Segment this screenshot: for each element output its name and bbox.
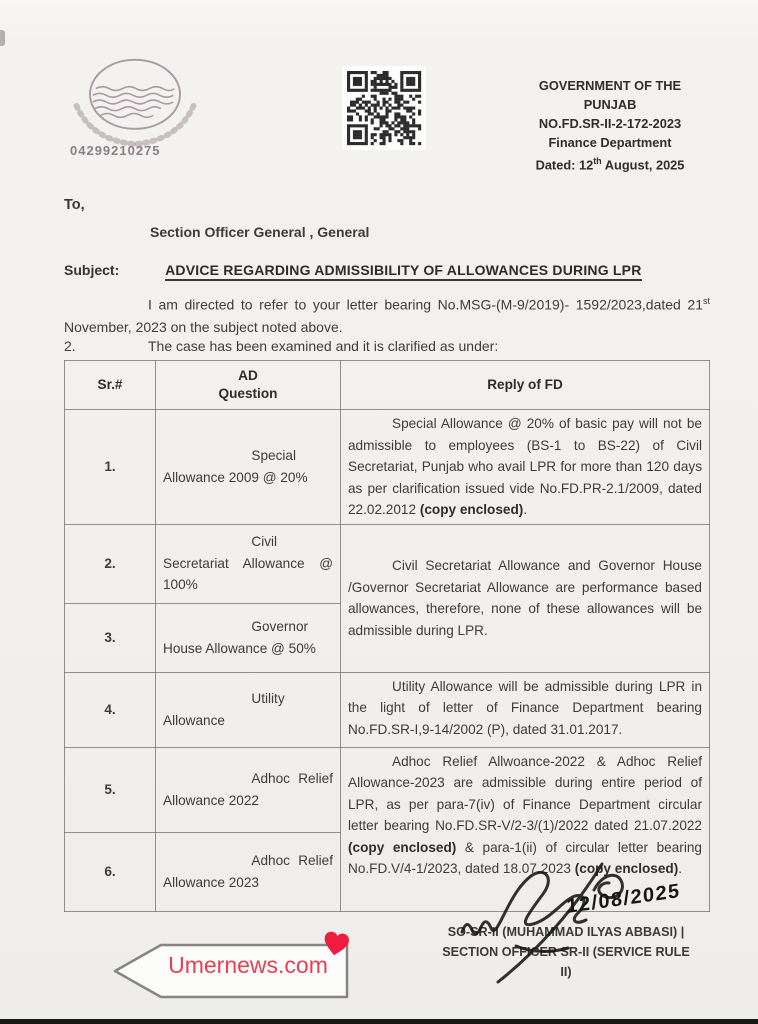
signatory-name: SO-SR-II (MUHAMMAD ILYAS ABBASI) | <box>447 925 685 939</box>
paragraph-2-text: The case has been examined and it is clarified as under: <box>148 338 499 354</box>
subject-row <box>64 262 714 278</box>
paragraph-number: 2. <box>64 338 76 354</box>
signatory-title-line2: II) <box>560 965 572 979</box>
reply56-text-b: & para-1(ii) of circular letter bearing No.FD.V/4-1/2023, dated 18.07.2023 <box>348 839 702 876</box>
cell-question-1: Special Allowance 2009 @ 20% <box>156 410 341 525</box>
cell-sr-3: 3. <box>65 603 156 672</box>
body-paragraph-2 <box>64 338 710 354</box>
reply1-text: Special Allowance @ 20% of basic pay will not be admissible to employees (BS-1 to BS-22) of Civil Secretariat, Punjab who avail LPR for more than 120 days as per clarification issued vide No.FD.PR-2.1/2009, dated 22.02.2012 <box>348 416 702 517</box>
cell-sr-5: 5. <box>65 747 156 832</box>
heart-icon <box>320 928 352 960</box>
para1-ordinal: st <box>702 296 710 306</box>
cell-reply-4: Utility Allowance will be admissible during LPR in the light of letter of Finance Department bearing No.FD.SR-I,9-14/2002 (P), dated 31.01.2017. <box>341 672 710 747</box>
reply56-bold-a: (copy enclosed) <box>348 839 457 855</box>
table-row <box>65 410 710 525</box>
watermark-text: Umernews.com <box>168 952 328 978</box>
letterhead-block <box>505 76 715 174</box>
photo-edge-artifact <box>0 30 5 46</box>
screenshot-bottom-bar <box>0 1019 758 1024</box>
to-label: To, <box>64 197 85 213</box>
cell-reply-2-3: Civil Secretariat Allowance and Governor House /Governor Secretariat Allowance are performance based allowances, therefore, none of these allowances will be admissible during LPR. <box>341 524 710 672</box>
letter-date-month-year: August, 2025 <box>601 157 685 173</box>
cell-question-3: Governor House Allowance @ 50% <box>156 603 341 672</box>
reply1-bold: (copy enclosed) <box>419 502 524 517</box>
cell-question-6: Adhoc Relief Allowance 2023 <box>156 832 341 911</box>
recipient-name: Section Officer General , General <box>150 224 370 240</box>
header-reply-of-fd: Reply of FD <box>341 361 710 410</box>
reference-number: NO.FD.SR-II-2-172-2023 <box>538 116 682 131</box>
cell-sr-6: 6. <box>65 832 156 911</box>
table-row <box>65 747 710 832</box>
cell-question-4: Utility Allowance <box>156 672 341 747</box>
cell-question-2: Civil Secretariat Allowance @ 100% <box>156 524 341 603</box>
table-row <box>65 524 710 603</box>
para1-text-a: I am directed to refer to your letter bearing No.MSG-(M-9/2019)- 1592/2023,dated 21 <box>148 296 703 313</box>
reply1-end: . <box>523 502 528 517</box>
header-question: Question <box>218 386 278 401</box>
stamp-number: 04299210275 <box>70 143 161 158</box>
header-sr: Sr.# <box>65 361 156 410</box>
org-name-line2: PUNJAB <box>583 97 637 112</box>
org-name-line1: GOVERNMENT OF THE <box>538 78 682 93</box>
department-name: Finance Department <box>548 135 672 150</box>
handwritten-date: 12/08/2025 <box>566 879 681 919</box>
reply56-end: . <box>678 861 683 876</box>
letter-date-ordinal: th <box>593 156 602 166</box>
header-ad-question <box>156 361 341 410</box>
clarification-table <box>64 360 710 912</box>
cell-question-5: Adhoc Relief Allowance 2022 <box>156 747 341 832</box>
letter-date <box>505 152 715 174</box>
reply56-bold-b: (copy enclosed) <box>574 861 679 876</box>
cell-sr-2: 2. <box>65 524 156 603</box>
signatory-title-line1: SECTION OFFICER SR-II (SERVICE RULE <box>442 945 690 959</box>
punjab-seal-icon <box>60 56 210 148</box>
header-ad: AD <box>238 368 258 383</box>
reply56-text-a: Adhoc Relief Allwoance-2022 & Adhoc Relief Allowance-2023 are admissible during entire period of LPR, as per para-7(iv) of Finance Department circular letter bearing No.FD.SR-V/2-3/(1)/2022 dated 21.07.2022 <box>348 753 702 833</box>
subject-label: Subject: <box>64 262 120 278</box>
signature-block <box>418 922 714 982</box>
body-paragraph-1 <box>64 290 710 338</box>
letter-date-day: Dated: 12 <box>535 157 594 173</box>
cell-sr-1: 1. <box>65 410 156 525</box>
qr-code-icon <box>342 66 426 150</box>
table-row <box>65 672 710 747</box>
table-header-row <box>65 361 710 410</box>
para1-text-b: November, 2023 on the subject noted above. <box>64 318 343 335</box>
cell-reply-1 <box>341 410 710 525</box>
subject-text: ADVICE REGARDING ADMISSIBILITY OF ALLOWANCES DURING LPR <box>165 262 641 281</box>
cell-sr-4: 4. <box>65 672 156 747</box>
